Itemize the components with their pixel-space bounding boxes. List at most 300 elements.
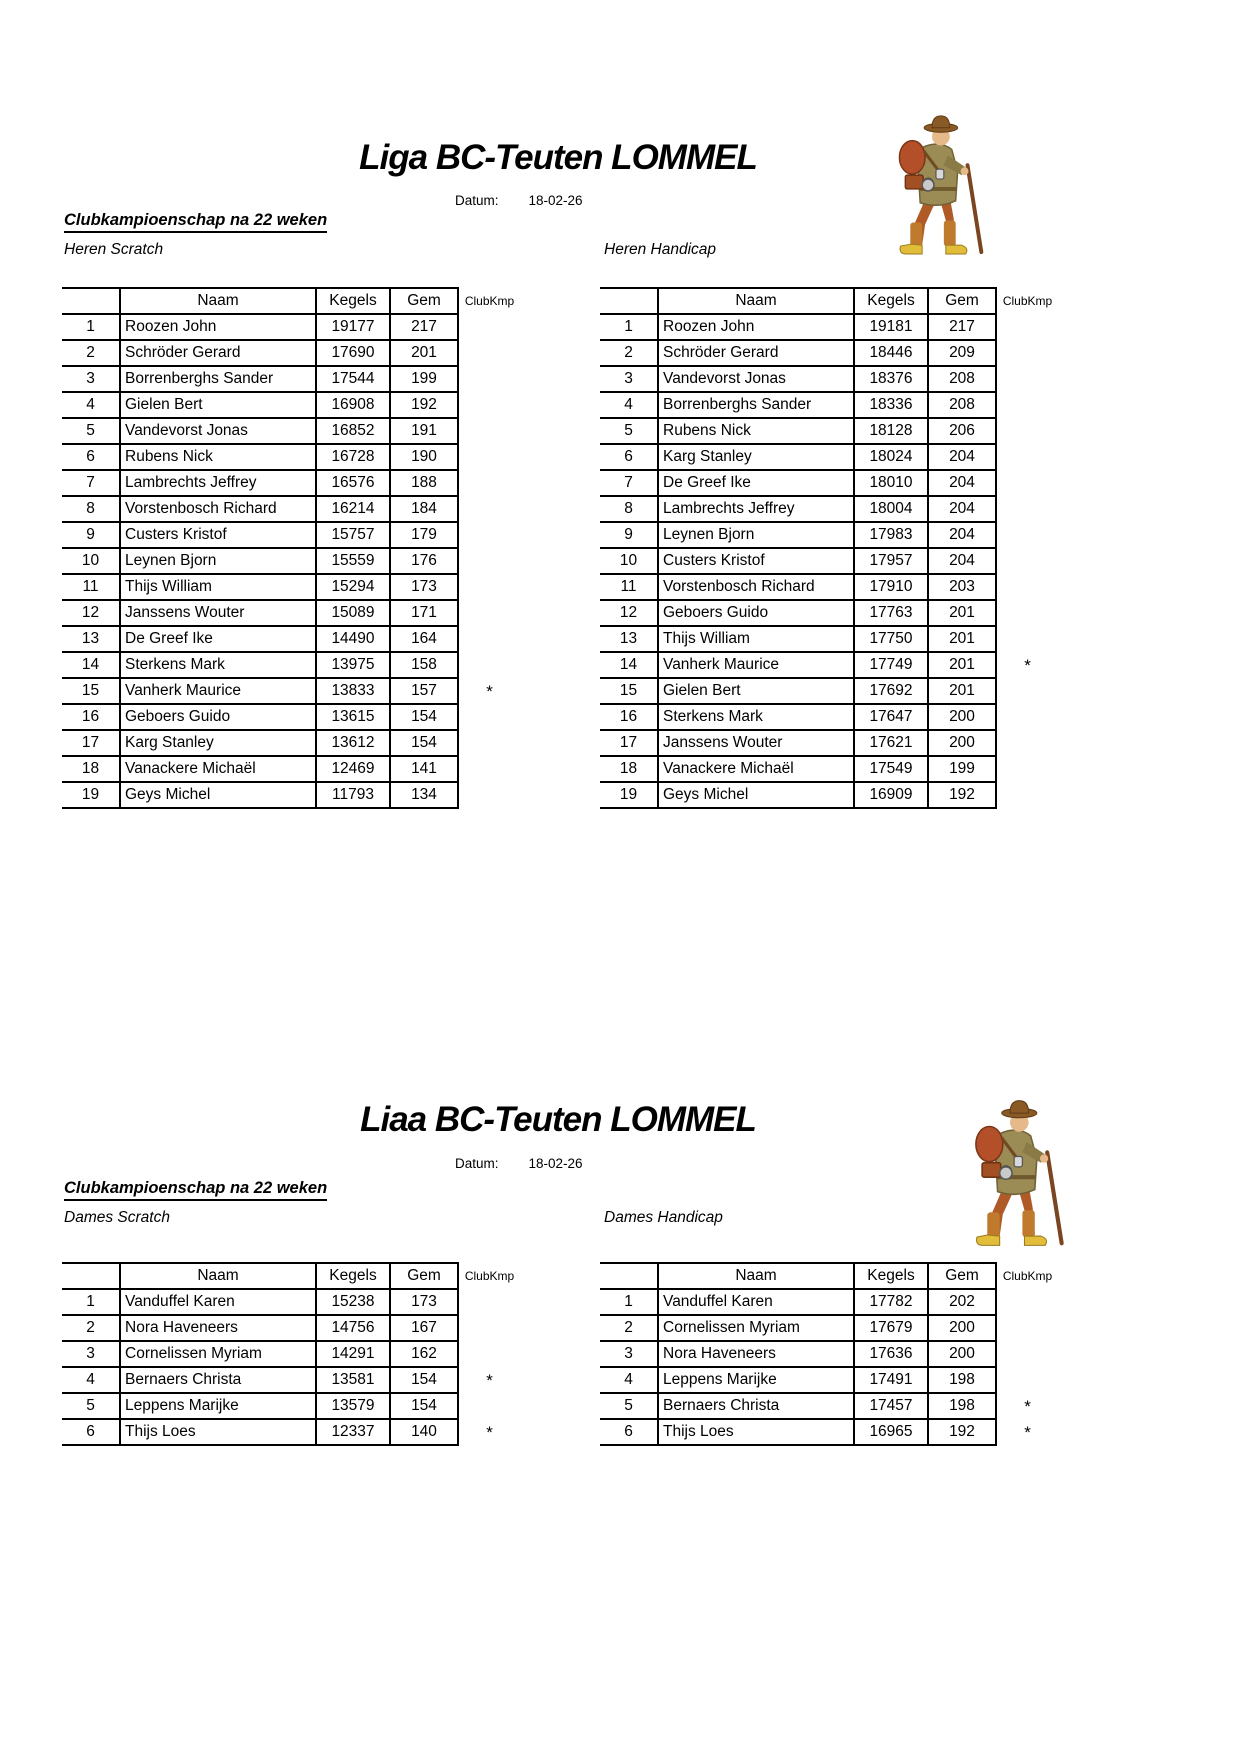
cell-naam: Thijs Loes [120,1419,316,1445]
table-row [62,652,520,678]
header-gem: Gem [390,1263,458,1289]
cell-gem: 140 [390,1419,458,1445]
cell-kegels: 19181 [854,314,928,340]
cell-naam: Thijs William [120,574,316,600]
cell-gem: 176 [390,548,458,574]
cell-naam: Custers Kristof [658,548,854,574]
table-header-row [62,1263,520,1289]
cell-naam: Roozen John [120,314,316,340]
standings-table-dames-handicap [600,1262,1058,1446]
table-row [600,1393,1058,1419]
cell-rank: 14 [62,652,120,678]
cell-kegels: 17647 [854,704,928,730]
table-row [600,548,1058,574]
cell-rank: 2 [600,1315,658,1341]
cell-gem: 204 [928,444,996,470]
header-naam: Naam [120,1263,316,1289]
cell-rank: 8 [600,496,658,522]
cell-rank: 6 [600,1419,658,1445]
table-row [62,704,520,730]
cell-clubkmp [996,1341,1058,1367]
cell-kegels: 17457 [854,1393,928,1419]
cell-clubkmp [458,366,520,392]
cell-naam: Vanherk Maurice [120,678,316,704]
table-header-row [600,288,1058,314]
cell-rank: 3 [62,1341,120,1367]
header-clubkmp: ClubKmp [1002,294,1053,308]
cell-gem: 167 [390,1315,458,1341]
cell-naam: Vandevorst Jonas [120,418,316,444]
cell-clubkmp: * [1024,1396,1031,1416]
cell-rank: 11 [62,574,120,600]
table-row [62,730,520,756]
cell-kegels: 14490 [316,626,390,652]
cell-rank: 3 [600,366,658,392]
table-header-row [62,288,520,314]
cell-rank: 2 [600,340,658,366]
cell-rank: 4 [600,392,658,418]
cell-gem: 204 [928,470,996,496]
cell-naam: Borrenberghs Sander [120,366,316,392]
table-row [62,470,520,496]
cell-rank: 9 [62,522,120,548]
header-gem: Gem [390,288,458,314]
cell-clubkmp [996,678,1058,704]
cell-gem: 192 [390,392,458,418]
table-row [62,496,520,522]
cell-kegels: 17636 [854,1341,928,1367]
cell-rank: 8 [62,496,120,522]
cell-clubkmp [996,1289,1058,1315]
cell-naam: Janssens Wouter [120,600,316,626]
table-row [62,366,520,392]
cell-gem: 179 [390,522,458,548]
table-row [62,1393,520,1419]
header-gem: Gem [928,1263,996,1289]
cell-clubkmp [458,652,520,678]
cell-clubkmp [458,756,520,782]
cell-naam: Sterkens Mark [120,652,316,678]
cell-kegels: 18376 [854,366,928,392]
page-title: Liga BC-Teuten LOMMEL [359,138,757,177]
cell-clubkmp: * [1024,655,1031,675]
table-header-row [600,1263,1058,1289]
cell-kegels: 15294 [316,574,390,600]
cell-naam: Karg Stanley [120,730,316,756]
cell-rank: 1 [600,1289,658,1315]
cell-naam: Thijs Loes [658,1419,854,1445]
cell-naam: Gielen Bert [120,392,316,418]
cell-clubkmp [458,314,520,340]
cell-naam: Leppens Marijke [658,1367,854,1393]
header-rank [62,288,120,314]
cell-clubkmp [996,730,1058,756]
cell-gem: 200 [928,1315,996,1341]
cell-rank: 9 [600,522,658,548]
standings-table-heren-handicap [600,287,1058,809]
cell-naam: Vanackere Michaël [120,756,316,782]
cell-gem: 164 [390,626,458,652]
cell-gem: 158 [390,652,458,678]
cell-gem: 201 [928,600,996,626]
teuten-mascot-illustration [948,1088,1072,1256]
cell-gem: 173 [390,1289,458,1315]
cell-kegels: 17692 [854,678,928,704]
cell-clubkmp [996,444,1058,470]
cell-naam: Roozen John [658,314,854,340]
cell-clubkmp [458,392,520,418]
cell-rank: 5 [62,418,120,444]
cell-naam: Sterkens Mark [658,704,854,730]
cell-clubkmp [996,340,1058,366]
subtitle-clubkampioenschap: Clubkampioenschap na 22 weken [64,211,327,233]
header-kegels: Kegels [854,1263,928,1289]
cell-naam: Nora Haveneers [658,1341,854,1367]
cell-clubkmp [996,418,1058,444]
datum-line [455,1156,583,1171]
cell-gem: 190 [390,444,458,470]
cell-kegels: 18446 [854,340,928,366]
cell-kegels: 17957 [854,548,928,574]
cell-clubkmp [458,600,520,626]
cell-rank: 15 [62,678,120,704]
datum-line [455,193,583,208]
table-row [600,600,1058,626]
table-caption-heren-handicap: Heren Handicap [604,241,717,258]
cell-kegels: 13975 [316,652,390,678]
cell-clubkmp: * [486,1422,493,1442]
cell-kegels: 18336 [854,392,928,418]
cell-rank: 19 [62,782,120,808]
header-clubkmp: ClubKmp [464,1269,515,1283]
table-row [62,574,520,600]
header-gem: Gem [928,288,996,314]
cell-kegels: 17750 [854,626,928,652]
table-row [62,444,520,470]
cell-rank: 12 [600,600,658,626]
table-row [600,444,1058,470]
cell-kegels: 16576 [316,470,390,496]
cell-gem: 154 [390,1393,458,1419]
cell-gem: 154 [390,1367,458,1393]
standings-table-heren-scratch [62,287,520,809]
cell-naam: Schröder Gerard [658,340,854,366]
cell-clubkmp [458,1315,520,1341]
table-row [62,1289,520,1315]
cell-clubkmp [458,730,520,756]
cell-gem: 201 [928,626,996,652]
cell-clubkmp: * [486,681,493,701]
cell-naam: De Greef Ike [120,626,316,652]
cell-gem: 134 [390,782,458,808]
table-row [600,340,1058,366]
cell-gem: 192 [928,782,996,808]
header-clubkmp: ClubKmp [464,294,515,308]
cell-clubkmp: * [486,1370,493,1390]
teuten-mascot-illustration [872,110,992,258]
cell-naam: De Greef Ike [658,470,854,496]
cell-clubkmp [458,522,520,548]
cell-gem: 201 [390,340,458,366]
cell-naam: Lambrechts Jeffrey [658,496,854,522]
header-rank [600,1263,658,1289]
header-naam: Naam [658,288,854,314]
table-row [600,1315,1058,1341]
cell-kegels: 17491 [854,1367,928,1393]
cell-gem: 171 [390,600,458,626]
cell-gem: 202 [928,1289,996,1315]
cell-kegels: 17690 [316,340,390,366]
table-row [600,1367,1058,1393]
cell-naam: Leppens Marijke [120,1393,316,1419]
cell-gem: 162 [390,1341,458,1367]
cell-rank: 13 [600,626,658,652]
cell-rank: 13 [62,626,120,652]
cell-kegels: 16909 [854,782,928,808]
cell-clubkmp [996,704,1058,730]
cell-kegels: 11793 [316,782,390,808]
table-row [62,548,520,574]
cell-gem: 173 [390,574,458,600]
table-row [62,1341,520,1367]
table-row [600,392,1058,418]
table-row [62,600,520,626]
cell-kegels: 12337 [316,1419,390,1445]
cell-rank: 5 [62,1393,120,1419]
table-row [600,730,1058,756]
cell-kegels: 14756 [316,1315,390,1341]
table-row [600,626,1058,652]
cell-kegels: 13833 [316,678,390,704]
header-kegels: Kegels [854,288,928,314]
table-row [600,1419,1058,1445]
cell-naam: Geys Michel [120,782,316,808]
cell-clubkmp [996,470,1058,496]
cell-kegels: 15238 [316,1289,390,1315]
cell-gem: 184 [390,496,458,522]
cell-rank: 17 [600,730,658,756]
page-title: Liaa BC-Teuten LOMMEL [360,1100,756,1139]
cell-clubkmp [996,314,1058,340]
cell-naam: Rubens Nick [658,418,854,444]
cell-gem: 209 [928,340,996,366]
cell-naam: Vanherk Maurice [658,652,854,678]
cell-kegels: 16908 [316,392,390,418]
table-row [62,418,520,444]
header-rank [600,288,658,314]
cell-gem: 204 [928,548,996,574]
cell-kegels: 17763 [854,600,928,626]
table-row [600,782,1058,808]
header-kegels: Kegels [316,288,390,314]
cell-rank: 1 [600,314,658,340]
header-rank [62,1263,120,1289]
cell-clubkmp [996,1367,1058,1393]
table-row [600,574,1058,600]
table-row [62,1367,520,1393]
table-row [62,340,520,366]
cell-clubkmp [458,470,520,496]
cell-clubkmp [996,600,1058,626]
cell-rank: 11 [600,574,658,600]
cell-gem: 199 [928,756,996,782]
cell-rank: 18 [62,756,120,782]
cell-rank: 2 [62,340,120,366]
table-caption-dames-scratch: Dames Scratch [64,1209,170,1226]
cell-naam: Geboers Guido [120,704,316,730]
cell-clubkmp [458,704,520,730]
table-caption-heren-scratch: Heren Scratch [64,241,164,258]
cell-rank: 1 [62,314,120,340]
cell-gem: 200 [928,1341,996,1367]
cell-naam: Custers Kristof [120,522,316,548]
cell-naam: Borrenberghs Sander [658,392,854,418]
cell-naam: Janssens Wouter [658,730,854,756]
cell-kegels: 19177 [316,314,390,340]
cell-kegels: 13579 [316,1393,390,1419]
cell-gem: 217 [390,314,458,340]
cell-kegels: 18128 [854,418,928,444]
cell-kegels: 15559 [316,548,390,574]
cell-rank: 12 [62,600,120,626]
table-row [62,1419,520,1445]
cell-kegels: 13615 [316,704,390,730]
cell-clubkmp: * [1024,1422,1031,1442]
cell-gem: 200 [928,730,996,756]
table-row [600,470,1058,496]
cell-naam: Karg Stanley [658,444,854,470]
cell-gem: 198 [928,1367,996,1393]
cell-kegels: 17544 [316,366,390,392]
table-row [62,314,520,340]
datum-value: 18-02-26 [528,193,583,208]
cell-gem: 204 [928,496,996,522]
cell-gem: 141 [390,756,458,782]
cell-clubkmp [996,626,1058,652]
cell-naam: Cornelissen Myriam [120,1341,316,1367]
cell-clubkmp [458,782,520,808]
standings-table-dames-scratch [62,1262,520,1446]
cell-clubkmp [458,626,520,652]
cell-rank: 3 [62,366,120,392]
cell-kegels: 17621 [854,730,928,756]
cell-rank: 5 [600,418,658,444]
cell-kegels: 14291 [316,1341,390,1367]
cell-gem: 217 [928,314,996,340]
table-row [62,678,520,704]
cell-naam: Thijs William [658,626,854,652]
cell-kegels: 16728 [316,444,390,470]
cell-clubkmp [458,548,520,574]
cell-clubkmp [996,756,1058,782]
cell-naam: Leynen Bjorn [658,522,854,548]
cell-naam: Vorstenbosch Richard [120,496,316,522]
cell-gem: 198 [928,1393,996,1419]
datum-label: Datum: [455,193,499,208]
datum-label: Datum: [455,1156,499,1171]
cell-naam: Gielen Bert [658,678,854,704]
cell-kegels: 18024 [854,444,928,470]
header-clubkmp: ClubKmp [1002,1269,1053,1283]
cell-clubkmp [996,522,1058,548]
cell-rank: 19 [600,782,658,808]
cell-kegels: 15757 [316,522,390,548]
cell-kegels: 16852 [316,418,390,444]
cell-naam: Lambrechts Jeffrey [120,470,316,496]
cell-clubkmp [996,392,1058,418]
cell-gem: 188 [390,470,458,496]
table-row [600,704,1058,730]
cell-rank: 6 [62,1419,120,1445]
cell-rank: 15 [600,678,658,704]
table-row [62,522,520,548]
cell-clubkmp [458,340,520,366]
table-row [62,392,520,418]
cell-naam: Vandevorst Jonas [658,366,854,392]
cell-rank: 1 [62,1289,120,1315]
cell-gem: 201 [928,652,996,678]
cell-naam: Rubens Nick [120,444,316,470]
table-row [62,782,520,808]
cell-kegels: 17679 [854,1315,928,1341]
cell-kegels: 18010 [854,470,928,496]
cell-naam: Vanackere Michaël [658,756,854,782]
cell-clubkmp [458,418,520,444]
cell-rank: 18 [600,756,658,782]
cell-kegels: 12469 [316,756,390,782]
cell-gem: 154 [390,704,458,730]
cell-naam: Nora Haveneers [120,1315,316,1341]
cell-naam: Leynen Bjorn [120,548,316,574]
cell-naam: Vorstenbosch Richard [658,574,854,600]
cell-kegels: 15089 [316,600,390,626]
cell-gem: 201 [928,678,996,704]
cell-rank: 10 [62,548,120,574]
table-row [62,756,520,782]
cell-naam: Bernaers Christa [658,1393,854,1419]
cell-kegels: 16214 [316,496,390,522]
cell-gem: 203 [928,574,996,600]
cell-naam: Vanduffel Karen [120,1289,316,1315]
cell-rank: 2 [62,1315,120,1341]
cell-rank: 7 [600,470,658,496]
table-row [600,1341,1058,1367]
table-row [62,1315,520,1341]
cell-kegels: 17549 [854,756,928,782]
table-row [600,496,1058,522]
cell-rank: 14 [600,652,658,678]
cell-clubkmp [996,496,1058,522]
cell-kegels: 16965 [854,1419,928,1445]
cell-clubkmp [996,366,1058,392]
table-row [600,418,1058,444]
cell-clubkmp [996,1315,1058,1341]
cell-naam: Geys Michel [658,782,854,808]
cell-rank: 5 [600,1393,658,1419]
cell-naam: Schröder Gerard [120,340,316,366]
cell-rank: 4 [600,1367,658,1393]
header-kegels: Kegels [316,1263,390,1289]
cell-clubkmp [458,496,520,522]
cell-rank: 16 [600,704,658,730]
cell-clubkmp [996,574,1058,600]
table-row [600,314,1058,340]
cell-rank: 6 [62,444,120,470]
cell-rank: 4 [62,1367,120,1393]
cell-naam: Vanduffel Karen [658,1289,854,1315]
table-row [62,626,520,652]
table-row [600,652,1058,678]
